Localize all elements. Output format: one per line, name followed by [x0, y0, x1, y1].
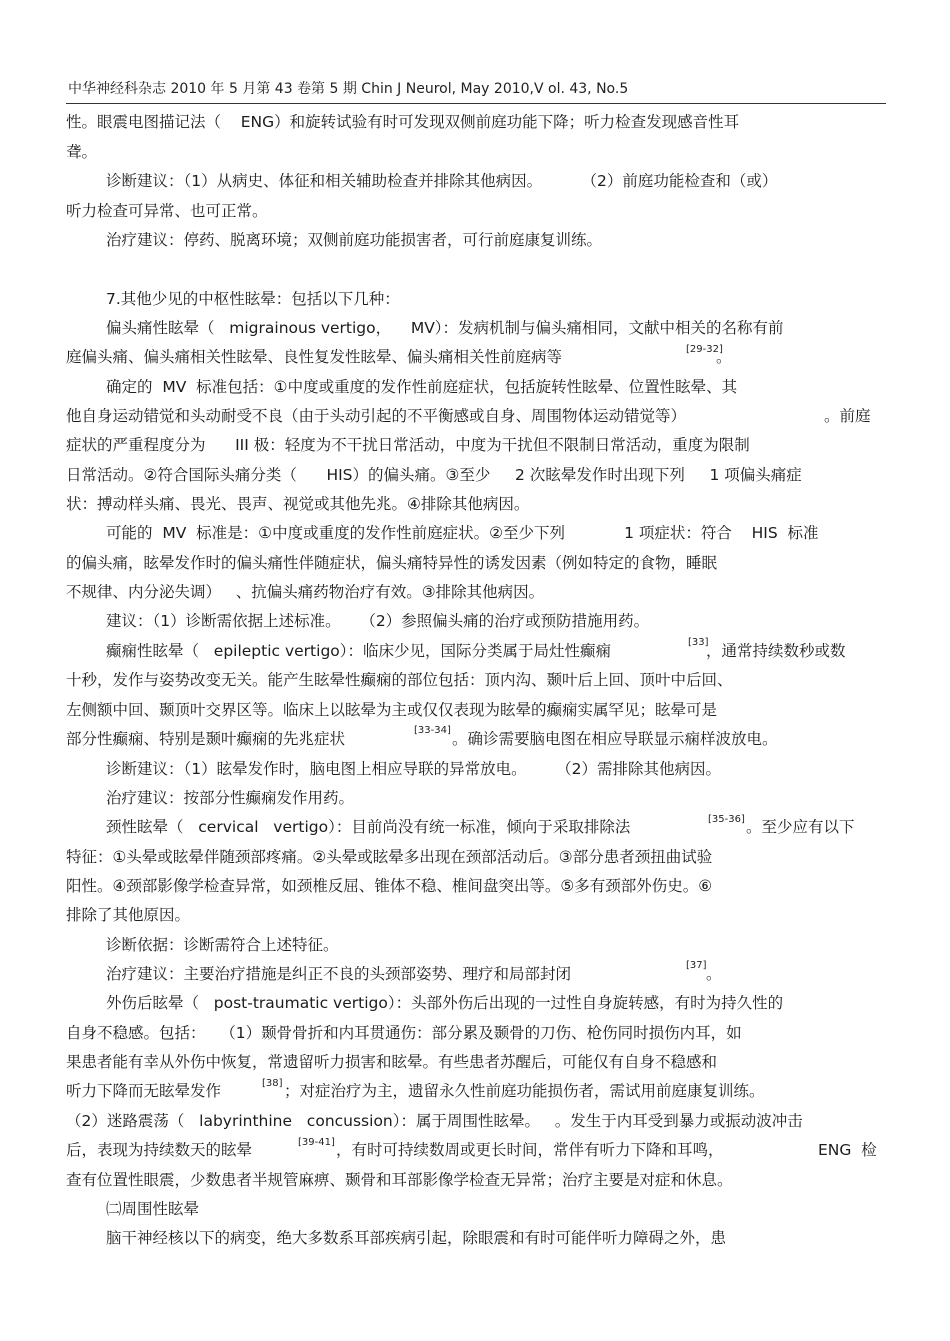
- body-line: 诊断依据：诊断需符合上述特征。: [106, 936, 339, 954]
- body-line: 诊断建议：（1）从病史、体征和相关辅助检查并排除其他病因。 （2）前庭功能检查和（或）: [106, 172, 778, 190]
- citation-ref: [38]: [262, 1078, 283, 1089]
- body-line: 治疗建议：按部分性癫痫发作用药。: [106, 789, 355, 807]
- citation-ref: [33-34]: [414, 725, 451, 736]
- body-line: 聋。: [66, 143, 98, 161]
- citation-ref: [39-41]: [298, 1137, 335, 1148]
- citation-ref: [35-36]: [708, 814, 745, 825]
- body-line: 不规律、内分泌失调） 、抗偏头痛药物治疗有效。③排除其他病因。: [66, 583, 545, 601]
- body-line: 他自身运动错觉和头动耐受不良（由于头动引起的不平衡感或自身、周围物体运动错觉等）: [66, 407, 687, 425]
- body-line: 确定的 MV 标准包括：①中度或重度的发作性前庭症状，包括旋转性眩晕、位置性眩晕、其: [106, 378, 738, 396]
- body-line: 部分性癫痫、特别是颞叶癫痫的先兆症状: [66, 730, 346, 748]
- body-line: 。: [716, 348, 732, 366]
- body-line: 脑干神经核以下的病变，绝大多数系耳部疾病引起，除眼震和有时可能伴听力障碍之外，患: [106, 1229, 727, 1247]
- body-line: 十秒，发作与姿势改变无关。能产生眩晕性癫痫的部位包括：顶内沟、颞叶后上回、顶叶中后回、: [66, 671, 733, 689]
- body-line: ，有时可持续数周或更长时间，常伴有听力下降和耳鸣，: [336, 1141, 724, 1159]
- section-heading: ㈡周围性眩晕: [106, 1200, 200, 1218]
- citation-ref: [29-32]: [686, 344, 723, 355]
- body-line: 左侧额中回、颞顶叶交界区等。临床上以眩晕为主或仅仅表现为眩晕的癫痫实属罕见；眩晕可是: [66, 701, 718, 719]
- body-line: 状：搏动样头痛、畏光、畏声、视觉或其他先兆。④排除其他病因。: [66, 495, 530, 513]
- body-line: 。至少应有以下: [746, 818, 855, 836]
- section-heading: 7.其他少见的中枢性眩晕：包括以下几种：: [106, 290, 400, 308]
- journal-running-header: 中华神经科杂志 2010 年 5 月第 43 卷第 5 期 Chin J Neurol, May 2010,V ol. 43, No.5: [68, 81, 629, 97]
- body-line: 阳性。④颈部影像学检查异常，如颈椎反屈、锥体不稳、椎间盘突出等。⑤多有颈部外伤史。⑥: [66, 877, 713, 895]
- body-line: 偏头痛性眩晕（ migrainous vertigo， MV）：发病机制与偏头痛相同，文献中相关的名称有前: [106, 319, 784, 337]
- body-line: 。: [706, 965, 722, 983]
- body-line: 听力下降而无眩晕发作: [66, 1082, 222, 1100]
- body-line: 排除了其他原因。: [66, 906, 191, 924]
- citation-ref: [37]: [686, 960, 707, 971]
- body-line: 诊断建议：（1）眩晕发作时，脑电图上相应导联的异常放电。 （2）需排除其他病因。: [106, 760, 722, 778]
- body-line: ENG 检: [818, 1141, 877, 1159]
- citation-ref: [33]: [688, 637, 709, 648]
- body-line: 性。眼震电图描记法（ ENG）和旋转试验有时可发现双侧前庭功能下降；听力检查发现感音性耳: [66, 113, 740, 131]
- body-line: 颈性眩晕（ cervical vertigo）：目前尚没有统一标准，倾向于采取排除法: [106, 818, 631, 836]
- body-line: 建议：（1）诊断需依据上述标准。 （2）参照偏头痛的治疗或预防措施用药。: [106, 612, 650, 630]
- body-line: 。前庭: [824, 407, 871, 425]
- body-line: 的偏头痛，眩晕发作时的偏头痛性伴随症状，偏头痛特异性的诱发因素（例如特定的食物，睡眠: [66, 554, 718, 572]
- body-line: 。确诊需要脑电图在相应导联显示痫样波放电。: [452, 730, 778, 748]
- body-line: 可能的 MV 标准是：①中度或重度的发作性前庭症状。②至少下列 1 项症状：符合 HIS 标准: [106, 524, 819, 542]
- body-line: 治疗建议：停药、脱离环境；双侧前庭功能损害者，可行前庭康复训练。: [106, 231, 603, 249]
- body-line: 特征：①头晕或眩晕伴随颈部疼痛。②头晕或眩晕多出现在颈部活动后。③部分患者颈扭曲试验: [66, 848, 713, 866]
- body-line: 症状的严重程度分为 III 极：轻度为不干扰日常活动，中度为干扰但不限制日常活动，重度为限制: [66, 436, 750, 454]
- body-line: 治疗建议：主要治疗措施是纠正不良的头颈部姿势、理疗和局部封闭: [106, 965, 572, 983]
- body-line: ，通常持续数秒或数: [706, 642, 846, 660]
- body-line: 日常活动。②符合国际头痛分类（ HIS）的偏头痛。③至少 2 次眩晕发作时出现下列 1 项偏头痛症: [66, 466, 802, 484]
- body-line: 庭偏头痛、偏头痛相关性眩晕、良性复发性眩晕、偏头痛相关性前庭病等: [66, 348, 563, 366]
- body-line: 果患者能有幸从外伤中恢复，常遗留听力损害和眩晕。有些患者苏醒后，可能仅有自身不稳感和: [66, 1053, 718, 1071]
- body-line: 癫痫性眩晕（ epileptic vertigo）：临床少见，国际分类属于局灶性癫痫: [106, 642, 612, 660]
- body-line: ；对症治疗为主，遗留永久性前庭功能损伤者，需试用前庭康复训练。: [284, 1082, 765, 1100]
- body-line: 外伤后眩晕（ post-traumatic vertigo）：头部外伤后出现的一过性自身旋转感，有时为持久性的: [106, 994, 784, 1012]
- body-line: 后，表现为持续数天的眩晕: [66, 1141, 253, 1159]
- body-line: 查有位置性眼震，少数患者半规管麻痹、颞骨和耳部影像学检查无异常；治疗主要是对症和休息。: [66, 1171, 733, 1189]
- body-line: （2）迷路震荡（ labyrinthine concussion）：属于周围性眩晕。 。发生于内耳受到暴力或振动波冲击: [66, 1112, 803, 1130]
- body-line: 自身不稳感。包括： （1）颞骨骨折和内耳贯通伤：部分累及颞骨的刀伤、枪伤同时损伤内耳，如: [66, 1024, 742, 1042]
- body-line: 听力检查可异常、也可正常。: [66, 202, 268, 220]
- header-divider: [66, 103, 886, 104]
